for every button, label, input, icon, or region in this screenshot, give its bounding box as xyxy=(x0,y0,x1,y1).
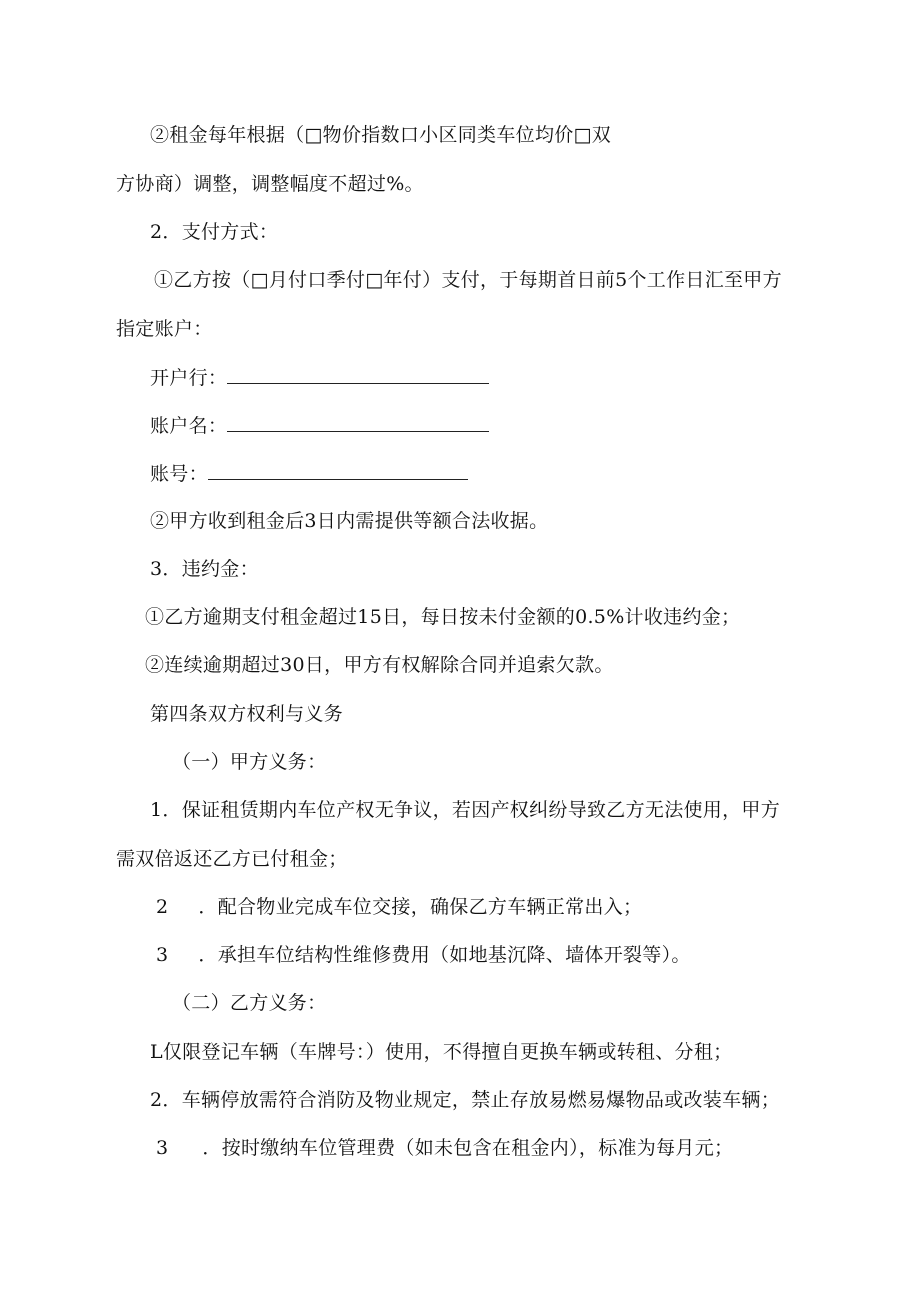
party-a-duty-2 xyxy=(156,895,642,919)
party-a-duty-2-text: ．配合物业完成车位交接，确保乙方车辆正常出入； xyxy=(198,896,643,918)
party-b-duty-3-text: ．按时缴纳车位管理费（如未包含在租金内），标准为每月元； xyxy=(202,1137,734,1159)
account-number-row xyxy=(150,461,468,486)
party-b-duty-3 xyxy=(156,1136,733,1160)
party-b-duty-2: 2．车辆停放需符合消防及物业规定，禁止存放易燃易爆物品或改装车辆； xyxy=(150,1089,780,1111)
party-a-duty-3-number: 3 xyxy=(156,944,169,966)
rent-adjust-clause-cont: 方协商）调整，调整幅度不超过%。 xyxy=(116,173,424,195)
payment-schedule-clause: ①乙方按（□月付口季付□年付）支付，于每期首日前5个工作日汇至甲方 xyxy=(154,269,782,291)
party-a-duty-3-text: ．承担车位结构性维修费用（如地基沉降、墙体开裂等）。 xyxy=(198,944,691,966)
bank-name-label: 开户行： xyxy=(150,367,228,389)
party-b-duty-3-number: 3 xyxy=(156,1137,169,1159)
party-b-duty-1: L仅限登记车辆（车牌号：）使用，不得擅自更换车辆或转租、分租； xyxy=(150,1041,733,1063)
account-name-blank xyxy=(227,413,489,432)
rent-adjust-clause: ②租金每年根据（□物价指数口小区同类车位均价□双 xyxy=(150,124,612,146)
party-a-duty-3 xyxy=(156,943,691,967)
party-a-duty-2-number: 2 xyxy=(156,896,169,918)
receipt-clause: ②甲方收到租金后3日内需提供等额合法收据。 xyxy=(150,510,549,532)
party-b-duties-heading: （二）乙方义务： xyxy=(172,992,327,1014)
payment-schedule-clause-cont: 指定账户： xyxy=(116,318,213,340)
bank-name-blank xyxy=(227,365,489,384)
bank-name-row xyxy=(150,365,489,390)
account-name-label: 账户名： xyxy=(150,415,228,437)
party-a-duty-1-cont: 需双倍返还乙方已付租金； xyxy=(116,848,348,870)
article-four-title: 第四条双方权利与义务 xyxy=(150,703,344,725)
party-a-duties-heading: （一）甲方义务： xyxy=(172,751,327,773)
penalty-heading: 3．违约金： xyxy=(150,558,259,580)
account-number-blank xyxy=(208,461,468,480)
party-a-duty-1: 1．保证租赁期内车位产权无争议，若因产权纠纷导致乙方无法使用，甲方 xyxy=(150,799,780,821)
penalty-clause-1: ①乙方逾期支付租金超过15日，每日按未付金额的0.5%计收违约金； xyxy=(145,606,741,628)
payment-method-heading: 2．支付方式： xyxy=(150,221,279,243)
penalty-clause-2: ②连续逾期超过30日，甲方有权解除合同并追索欠款。 xyxy=(145,654,614,676)
account-name-row xyxy=(150,413,489,438)
account-number-label: 账号： xyxy=(150,463,208,485)
